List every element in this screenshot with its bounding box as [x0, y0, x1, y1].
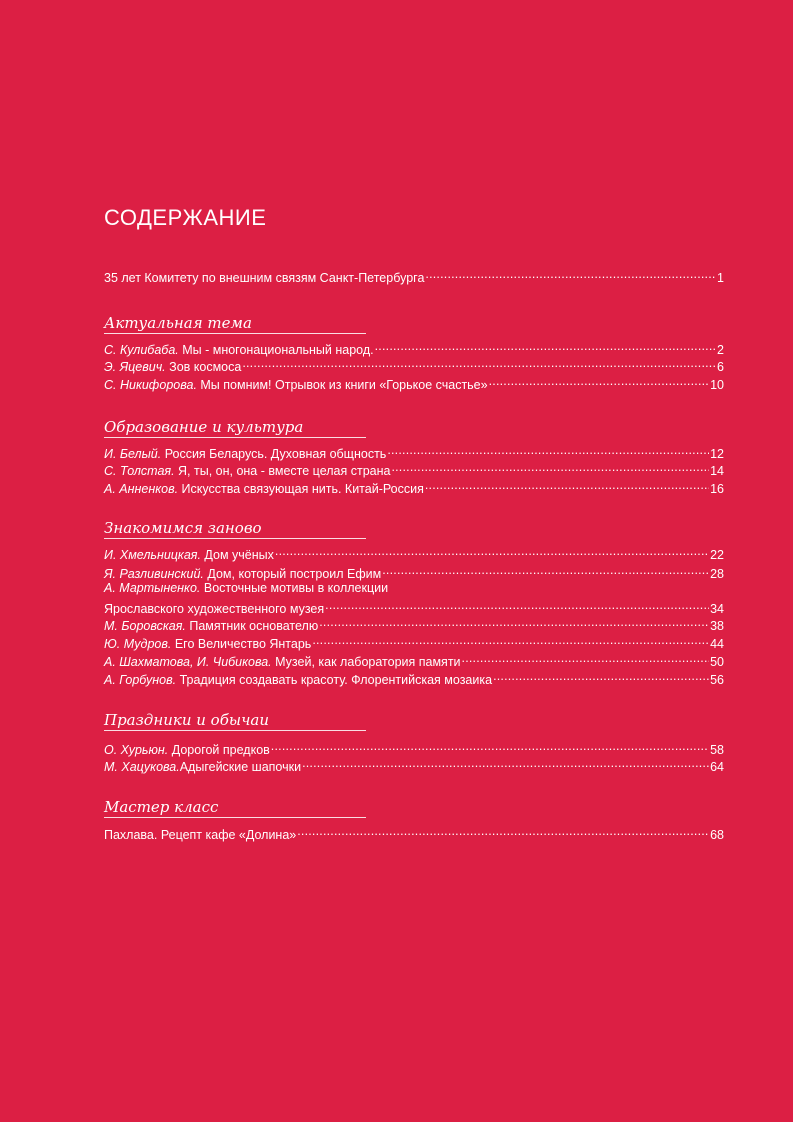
toc-entry-title: Дом, который построил Ефим — [203, 567, 382, 581]
toc-entry-title: Адыгейские шапочки — [179, 760, 302, 774]
toc-entry[interactable] — [104, 562, 724, 582]
leader-dots — [391, 459, 709, 475]
toc-entry-page: 10 — [710, 378, 724, 392]
toc-entry-page: 6 — [717, 360, 724, 374]
toc-entry-title: 35 лет Комитету по внешним связям Санкт-Петербурга — [104, 271, 425, 285]
toc-entry-page: 2 — [717, 343, 724, 357]
toc-entry-author: О. Хурьюн. — [104, 743, 169, 757]
toc-entry-author: А. Анненков. — [104, 482, 179, 496]
leader-dots — [242, 355, 716, 371]
toc-entry-title: Мы - многонациональный народ. — [178, 343, 374, 357]
toc-entry-page: 68 — [710, 828, 724, 842]
section-heading: Знакомимся заново — [104, 518, 366, 539]
toc-entry-author: С. Никифорова. — [104, 378, 197, 392]
toc-entry[interactable] — [104, 477, 724, 497]
toc-entry-first-line[interactable] — [104, 580, 388, 596]
toc-entry-title: Памятник основателю — [185, 619, 319, 633]
toc-entry[interactable] — [104, 632, 724, 652]
leader-dots — [382, 562, 709, 578]
toc-entry-title: Дом учёных — [200, 548, 274, 562]
section-heading: Праздники и обычаи — [104, 710, 366, 731]
leader-dots — [489, 373, 710, 389]
toc-entry[interactable] — [104, 355, 724, 375]
toc-entry-page: 50 — [710, 655, 724, 669]
toc-entry-title: Его Величество Янтарь — [171, 637, 312, 651]
leader-dots — [312, 632, 709, 648]
leader-dots — [375, 338, 716, 354]
leader-dots — [271, 738, 709, 754]
toc-entry[interactable] — [104, 614, 724, 634]
toc-entry-page: 34 — [710, 602, 724, 616]
toc-entry-page: 44 — [710, 637, 724, 651]
leader-dots — [302, 755, 709, 771]
leader-dots — [493, 668, 709, 684]
toc-entry-author: А. Горбунов. — [104, 673, 177, 687]
toc-entry-title: Восточные мотивы в коллекции — [200, 581, 389, 595]
toc-entry[interactable] — [104, 543, 724, 563]
toc-entry-page: 56 — [710, 673, 724, 687]
toc-entry[interactable] — [104, 373, 724, 393]
toc-entry-author: И. Белый. — [104, 447, 162, 461]
section-heading: Актуальная тема — [104, 313, 366, 334]
page-title: СОДЕРЖАНИЕ — [104, 205, 267, 230]
leader-dots — [325, 597, 709, 613]
toc-entry-author: Ю. Мудров. — [104, 637, 172, 651]
toc-entry-page: 12 — [710, 447, 724, 461]
toc-entry-title: Я, ты, он, она - вместе целая страна — [174, 464, 391, 478]
leader-dots — [425, 477, 709, 493]
toc-entry-continuation: Ярославского художественного музея — [104, 602, 325, 616]
toc-entry-page: 14 — [710, 464, 724, 478]
toc-entry[interactable] — [104, 823, 724, 843]
toc-entry-page: 38 — [710, 619, 724, 633]
toc-entry[interactable] — [104, 459, 724, 479]
toc-entry-author: Э. Яцевич. — [104, 360, 166, 374]
leader-dots — [425, 266, 716, 282]
toc-entry[interactable] — [104, 668, 724, 688]
toc-entry-title: Дорогой предков — [168, 743, 270, 757]
leader-dots — [319, 614, 709, 630]
toc-entry-author: С. Толстая. — [104, 464, 175, 478]
toc-entry-author: Я. Разливинский. — [104, 567, 204, 581]
toc-entry-author: А. Шахматова, И. Чибикова. — [104, 655, 272, 669]
toc-entry-author: М. Хацукова. — [104, 760, 180, 774]
leader-dots — [462, 650, 710, 666]
toc-entry-page: 64 — [710, 760, 724, 774]
toc-entry[interactable] — [104, 755, 724, 775]
toc-entry-intro[interactable] — [104, 266, 724, 286]
toc-entry-page: 28 — [710, 567, 724, 581]
toc-entry-page: 58 — [710, 743, 724, 757]
toc-entry-page: 16 — [710, 482, 724, 496]
toc-entry[interactable] — [104, 650, 724, 670]
toc-entry-title: Мы помним! Отрывок из книги «Горькое счастье» — [196, 378, 488, 392]
toc-entry-author: А. Мартыненко. — [104, 581, 201, 595]
toc-entry-author: М. Боровская. — [104, 619, 186, 633]
section-heading: Образование и культура — [104, 417, 366, 438]
toc-entry-page: 1 — [717, 271, 724, 285]
toc-entry-author: С. Кулибаба. — [104, 343, 179, 357]
toc-entry-title: Искусства связующая нить. Китай-Россия — [178, 482, 424, 496]
leader-dots — [297, 823, 709, 839]
toc-entry-title: Традиция создавать красоту. Флорентийская мозаика — [176, 673, 493, 687]
toc-entry-title: Зов космоса — [165, 360, 242, 374]
toc-entry-title: Музей, как лаборатория памяти — [271, 655, 461, 669]
leader-dots — [387, 442, 709, 458]
toc-entry-title: Россия Беларусь. Духовная общность — [161, 447, 387, 461]
toc-entry-title: Пахлава. Рецепт кафе «Долина» — [104, 828, 297, 842]
section-heading: Мастер класс — [104, 797, 366, 818]
toc-entry-author: И. Хмельницкая. — [104, 548, 201, 562]
toc-entry-page: 22 — [710, 548, 724, 562]
leader-dots — [275, 543, 709, 559]
